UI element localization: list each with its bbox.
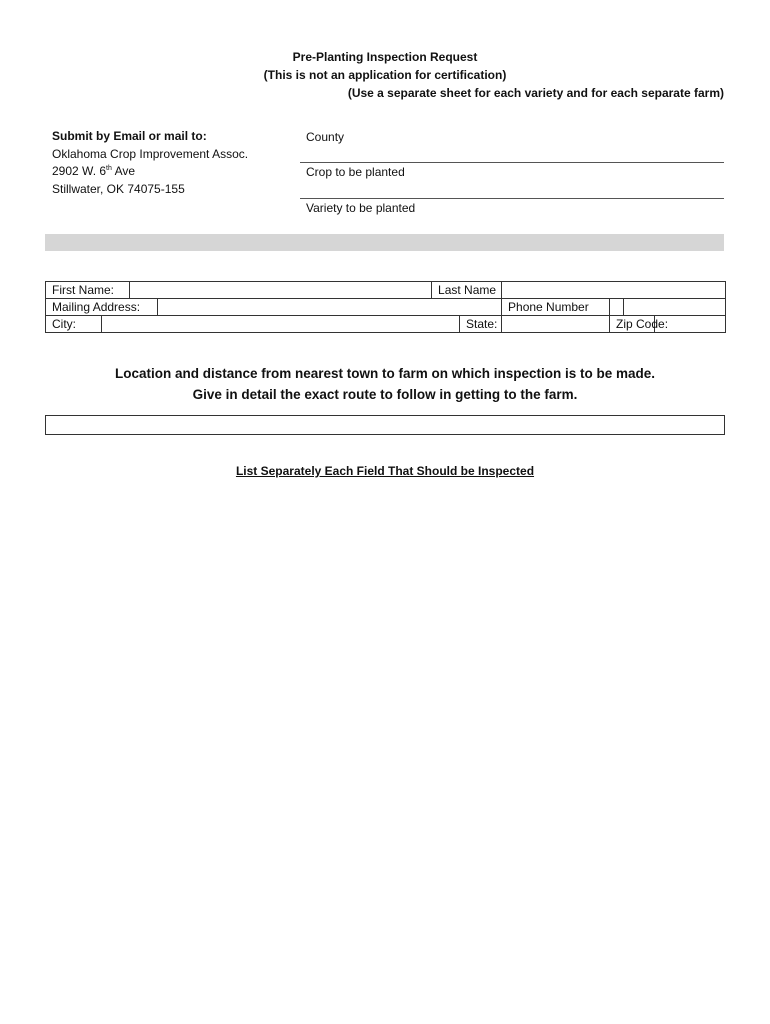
city-state-zip: Stillwater, OK 74075-155	[52, 181, 185, 196]
crop-underline	[300, 198, 724, 199]
last-name-input[interactable]	[502, 282, 726, 299]
phone-number-input[interactable]	[624, 299, 726, 316]
mailing-address-label: Mailing Address:	[46, 299, 158, 316]
name-row	[46, 282, 726, 299]
county-field[interactable]	[300, 129, 724, 145]
variety-field[interactable]	[300, 200, 724, 216]
phone-number-label: Phone Number	[502, 299, 610, 316]
county-underline	[300, 162, 724, 163]
route-input-box[interactable]	[45, 415, 725, 435]
form-subtitle: (This is not an application for certification)	[263, 68, 507, 82]
first-name-label: First Name:	[46, 282, 130, 299]
mailing-address-input[interactable]	[158, 299, 502, 316]
location-instruction-2: Give in detail the exact route to follow in getting to the farm.	[192, 387, 578, 402]
city-row	[46, 316, 726, 333]
crop-label: Crop to be planted	[306, 165, 405, 179]
org-name: Oklahoma Crop Improvement Assoc.	[52, 146, 249, 161]
address-row	[46, 299, 726, 316]
first-name-input[interactable]	[130, 282, 432, 299]
city-label: City:	[46, 316, 102, 333]
field-list-heading: List Separately Each Field That Should be Inspected	[235, 464, 535, 478]
street-ordinal: th	[106, 165, 112, 172]
city-input[interactable]	[102, 316, 460, 333]
state-label: State:	[460, 316, 502, 333]
street-suffix: Ave	[111, 164, 136, 178]
section-divider-band	[45, 234, 724, 251]
zip-code-label: Zip Code:	[610, 316, 655, 333]
variety-label: Variety to be planted	[306, 201, 416, 215]
submit-heading: Submit by Email or mail to:	[52, 129, 207, 143]
street-number: 2902 W. 6	[52, 164, 107, 178]
form-instruction: (Use a separate sheet for each variety and for each separate farm)	[347, 86, 724, 100]
crop-field[interactable]	[300, 164, 724, 180]
form-title: Pre-Planting Inspection Request	[292, 50, 478, 64]
submit-address-block	[52, 128, 248, 198]
street-address	[52, 163, 248, 181]
applicant-info-table	[45, 281, 726, 333]
location-instruction-1: Location and distance from nearest town to farm on which inspection is to be made.	[114, 366, 656, 381]
county-label: County	[306, 130, 345, 144]
phone-number-spacer	[610, 299, 624, 316]
last-name-label: Last Name	[432, 282, 502, 299]
state-input[interactable]	[502, 316, 610, 333]
